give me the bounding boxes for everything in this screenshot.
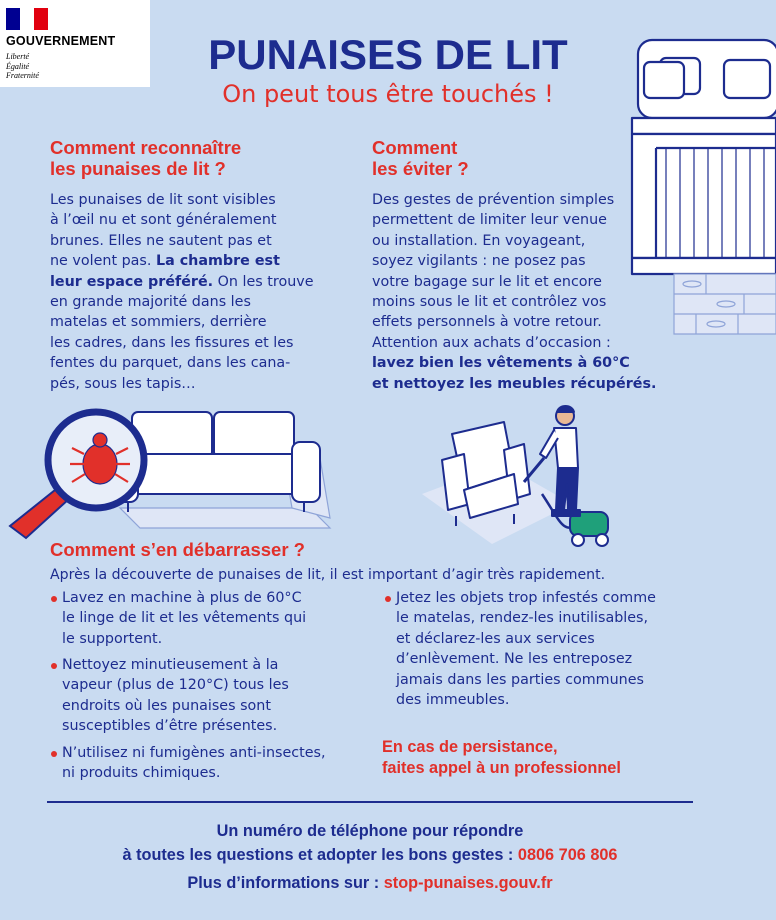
recognize-text: Les punaises de lit sont visibles à l’œil nu et sont généralement brunes. Elles ne sautent pas et ne volent pas. La chambre est leur espace préféré. On les trouve en grande majorité dans les matelas et sommiers, derrière les cadres, dans les fissures et les fentes du parquet, dans les cana- pés, sous les tapis… bbox=[50, 192, 314, 392]
page-title: PUNAISES DE LIT bbox=[208, 31, 568, 78]
sofa-magnifier-illustration bbox=[0, 398, 350, 558]
vacuum-person-illustration bbox=[412, 404, 622, 554]
phone-number[interactable]: 0806 706 806 bbox=[517, 846, 618, 864]
remove-intro: Après la découverte de punaises de lit, il est important d’agir très rapidement. bbox=[50, 567, 606, 583]
bullet-discard: Jetez les objets trop infestés comme le matelas, rendez-les inutilisables, et déclarez-les aux services d’enlèvement. Ne les entreposez jamais dans les parties communes des immeubles. bbox=[396, 588, 656, 710]
logo-name: GOUVERNEMENT bbox=[6, 34, 116, 48]
bullet-steam: Nettoyez minutieusement à la vapeur (plus de 120°C) tous les endroits où les punaises sont susceptibles d’être présentes. bbox=[62, 655, 289, 737]
footer-line-2: à toutes les questions et adopter les bons gestes : 0806 706 806 bbox=[122, 846, 618, 864]
remove-heading: Comment s’en débarrasser ? bbox=[50, 539, 305, 560]
avoid-heading: Comment les éviter ? bbox=[372, 137, 469, 179]
footer-line-3: Plus d’informations sur : stop-punaises.gouv.fr bbox=[187, 874, 553, 892]
logo-motto: Liberté Égalité Fraternité bbox=[6, 52, 39, 80]
divider bbox=[47, 801, 693, 803]
website-link[interactable]: stop-punaises.gouv.fr bbox=[383, 874, 553, 892]
professional-callout: En cas de persistance, faites appel à un professionnel bbox=[382, 738, 621, 777]
bullet-no-chemicals: N’utilisez ni fumigènes anti-insectes, ni produits chimiques. bbox=[62, 743, 326, 784]
government-logo bbox=[0, 0, 150, 87]
footer-line-1: Un numéro de téléphone pour répondre bbox=[216, 822, 524, 840]
avoid-text: Des gestes de prévention simples permettent de limiter leur venue ou installation. En voyageant, soyez vigilants : ne posez pas votre bagage sur le lit et encore moins sous le lit et contrôlez vos effets personnels à votre retour. Attention aux achats d’occasion : lavez bien les vêtements à 60°C et nettoyez les meubles récupérés. bbox=[372, 192, 657, 392]
bullet-wash: Lavez en machine à plus de 60°C le linge de lit et les vêtements qui le supportent. bbox=[62, 588, 306, 649]
french-flag-icon bbox=[6, 8, 48, 30]
magnifier-icon bbox=[10, 412, 144, 538]
recognize-heading: Comment reconnaître les punaises de lit ? bbox=[50, 137, 242, 179]
page-subtitle: On peut tous être touchés ! bbox=[222, 80, 554, 108]
